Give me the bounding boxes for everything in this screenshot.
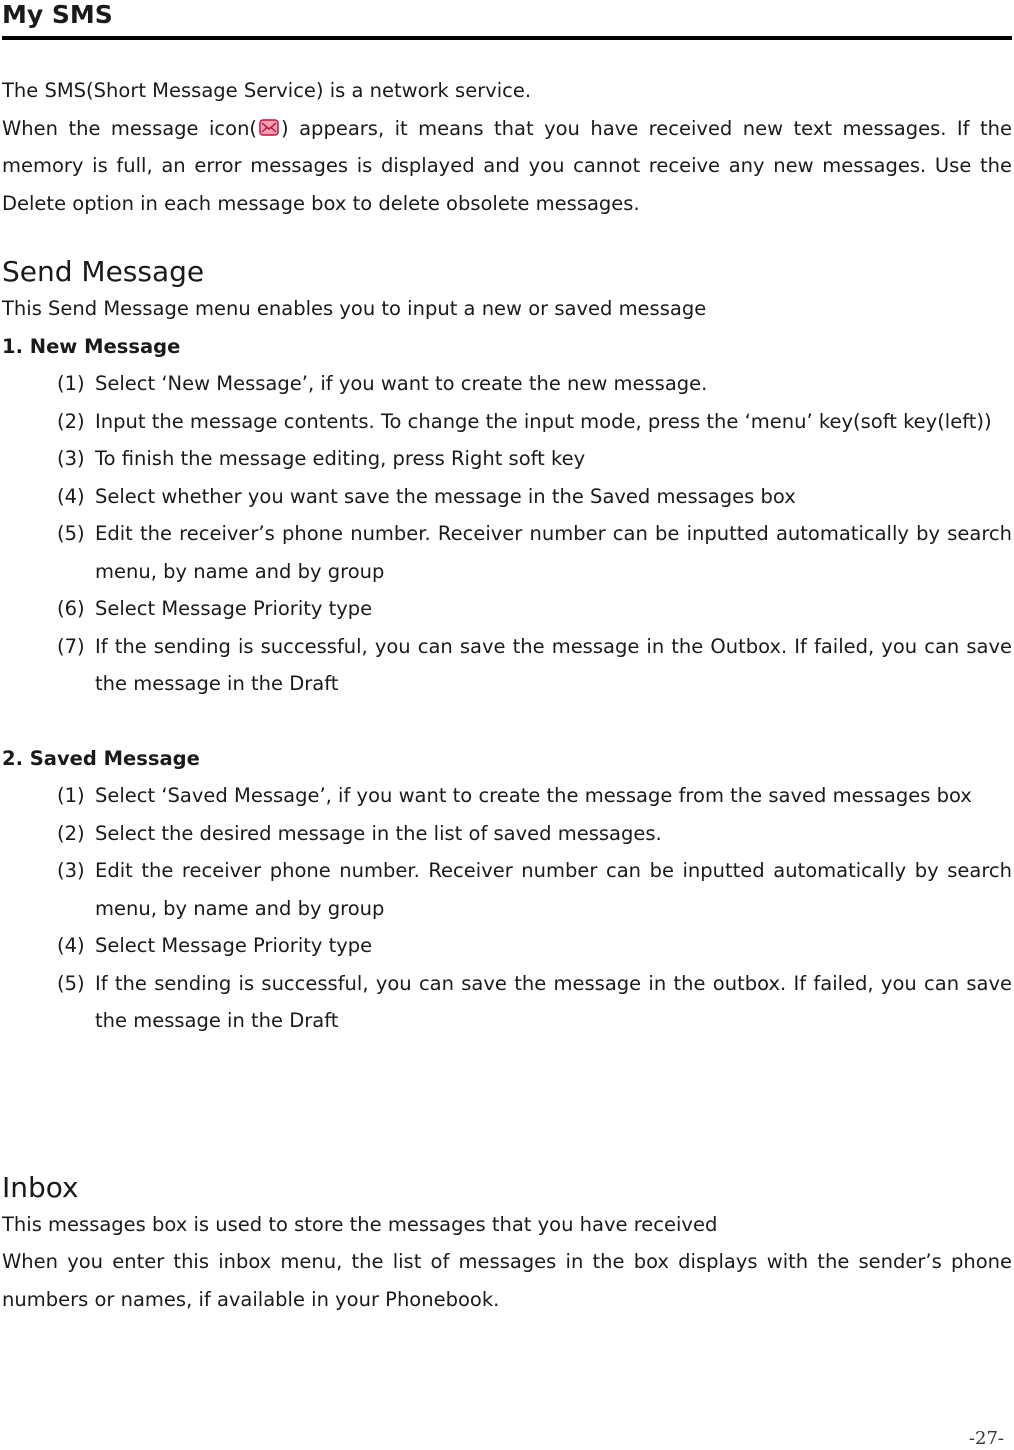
step-text: If the sending is successful, you can save the message in the outbox. If failed, you can save the message in the Draft — [95, 971, 1012, 1032]
step-number: (4) — [57, 484, 85, 508]
new-message-step — [2, 628, 1012, 703]
step-number: (5) — [57, 522, 85, 545]
new-message-step — [2, 440, 1012, 478]
new-message-step — [2, 590, 1012, 628]
new-message-step — [2, 403, 1012, 441]
saved-message-step — [2, 965, 1012, 1040]
step-text: To finish the message editing, press Right soft key — [95, 447, 586, 470]
step-text: Select the desired message in the list of saved messages. — [95, 821, 662, 845]
step-text: Select ‘New Message’, if you want to create the new message. — [95, 372, 708, 395]
step-number: (3) — [57, 447, 85, 470]
intro-text-before-icon: When the message icon( — [2, 116, 258, 140]
step-number: (2) — [57, 821, 85, 845]
new-message-step — [2, 515, 1012, 590]
saved-message-step — [2, 927, 1012, 965]
intro-text-after-icon: ) appears, it means that you have received new text messages. If the memory is full, an error messages is displayed and you cannot receive any new messages. Use the Delete option in each message box to delete obsolete messages. — [2, 116, 1012, 215]
step-text: Input the message contents. To change the input mode, press the ‘menu’ key(soft key(left)) — [95, 409, 992, 433]
step-number: (2) — [57, 409, 85, 433]
step-text: If the sending is successful, you can save the message in the Outbox. If failed, you can save the message in the Draft — [95, 634, 1012, 695]
step-number: (7) — [57, 634, 85, 658]
inbox-section — [2, 1170, 1012, 1319]
step-text: Edit the receiver phone number. Receiver number can be inputted automatically by search menu, by name and by group — [95, 859, 1012, 920]
inbox-heading: Inbox — [2, 1170, 79, 1204]
saved-message-step — [2, 852, 1012, 927]
step-text: Select whether you want save the message in the Saved messages box — [95, 484, 796, 508]
step-number: (4) — [57, 934, 85, 957]
saved-message-step — [2, 815, 1012, 853]
saved-message-heading: 2. Saved Message — [2, 746, 200, 770]
new-message-step — [2, 365, 1012, 403]
inbox-line-1: This messages box is used to store the messages that you have received — [2, 1212, 718, 1236]
new-message-step — [2, 478, 1012, 516]
envelope-icon — [259, 119, 279, 136]
intro-section — [2, 72, 1012, 222]
step-text: Select Message Priority type — [95, 597, 373, 620]
inbox-line-2: When you enter this inbox menu, the list of messages in the box displays with the sender’s phone numbers or names, if available in your Phonebook. — [2, 1250, 1012, 1311]
saved-message-steps — [2, 777, 1012, 1040]
send-message-heading: Send Message — [2, 255, 205, 288]
intro-paragraph — [2, 110, 1012, 223]
saved-message-step — [2, 777, 1012, 815]
send-message-description: This Send Message menu enables you to input a new or saved message — [2, 297, 707, 320]
document-page — [2, 0, 1012, 1318]
intro-line-1: The SMS(Short Message Service) is a network service. — [2, 79, 532, 102]
title-rule — [2, 36, 1012, 40]
new-message-steps — [2, 365, 1012, 703]
page-title: My SMS — [2, 0, 113, 29]
step-number: (6) — [57, 597, 85, 620]
new-message-heading: 1. New Message — [2, 334, 181, 358]
page-number: -27- — [968, 1428, 1004, 1449]
step-number: (3) — [57, 859, 85, 882]
step-text: Select ‘Saved Message’, if you want to create the message from the saved messages box — [95, 784, 972, 807]
step-text: Select Message Priority type — [95, 934, 373, 957]
step-number: (1) — [57, 372, 85, 395]
send-message-section — [2, 254, 1012, 1040]
step-text: Edit the receiver’s phone number. Receiver number can be inputted automatically by search menu, by name and by group — [95, 522, 1012, 583]
step-number: (5) — [57, 971, 85, 995]
step-number: (1) — [57, 784, 85, 807]
